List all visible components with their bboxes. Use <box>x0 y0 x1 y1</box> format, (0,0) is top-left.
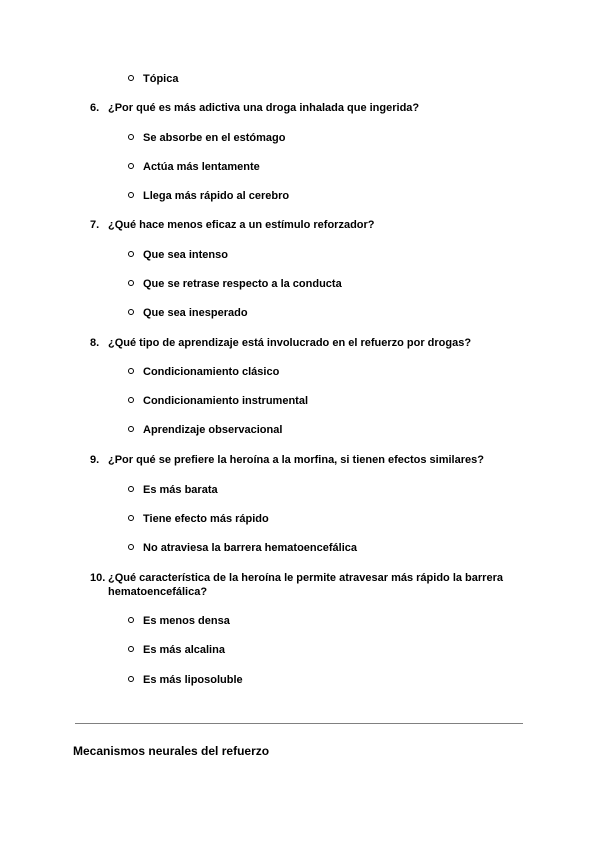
option-text: Tópica <box>143 73 179 85</box>
answer-option <box>128 614 230 628</box>
question-7 <box>90 218 530 232</box>
circle-bullet-icon <box>128 75 134 81</box>
question-9 <box>90 453 530 467</box>
answer-option <box>128 483 218 497</box>
answer-option <box>128 131 285 145</box>
circle-bullet-icon <box>128 251 134 257</box>
answer-option <box>128 512 269 526</box>
circle-bullet-icon <box>128 280 134 286</box>
answer-option <box>128 365 279 379</box>
circle-bullet-icon <box>128 397 134 403</box>
answer-option <box>128 643 225 657</box>
question-text: ¿Por qué se prefiere la heroína a la morfina, si tienen efectos similares? <box>108 454 484 466</box>
option-text: Condicionamiento clásico <box>143 366 280 378</box>
option-text: Aprendizaje observacional <box>143 424 283 436</box>
question-6 <box>90 101 530 115</box>
option-text: Es más barata <box>143 484 218 496</box>
question-number: 8. <box>90 337 100 349</box>
question-text: ¿Qué hace menos eficaz a un estímulo reforzador? <box>108 219 375 231</box>
answer-option <box>128 673 243 687</box>
answer-option <box>128 394 308 408</box>
option-text: Es más alcalina <box>143 644 225 656</box>
question-text: ¿Qué característica de la heroína le permite atravesar más rápido la barrera hematoencefálica? <box>108 572 503 598</box>
option-text: Condicionamiento instrumental <box>143 395 309 407</box>
answer-option <box>128 160 260 174</box>
answer-option <box>128 72 178 86</box>
option-text: Que se retrase respecto a la conducta <box>143 278 342 290</box>
option-text: Es más liposoluble <box>143 674 243 686</box>
section-divider <box>75 723 523 724</box>
circle-bullet-icon <box>128 676 134 682</box>
answer-option <box>128 189 289 203</box>
answer-option <box>128 541 357 555</box>
circle-bullet-icon <box>128 486 134 492</box>
circle-bullet-icon <box>128 192 134 198</box>
question-number: 9. <box>90 454 100 466</box>
option-text: Que sea intenso <box>143 249 228 261</box>
answer-option <box>128 248 228 262</box>
circle-bullet-icon <box>128 163 134 169</box>
option-text: Es menos densa <box>143 615 230 627</box>
circle-bullet-icon <box>128 368 134 374</box>
question-number: 6. <box>90 102 100 114</box>
option-text: Llega más rápido al cerebro <box>143 190 290 202</box>
question-number: 10. <box>90 572 106 584</box>
question-number: 7. <box>90 219 100 231</box>
question-text: ¿Qué tipo de aprendizaje está involucrado en el refuerzo por drogas? <box>108 337 472 349</box>
question-8 <box>90 336 530 350</box>
answer-option <box>128 277 342 291</box>
answer-option <box>128 423 282 437</box>
circle-bullet-icon <box>128 515 134 521</box>
question-10 <box>90 571 530 599</box>
question-text: ¿Por qué es más adictiva una droga inhalada que ingerida? <box>108 102 420 114</box>
circle-bullet-icon <box>128 646 134 652</box>
option-text: Tiene efecto más rápido <box>143 513 269 525</box>
option-text: Se absorbe en el estómago <box>143 132 286 144</box>
option-text: Actúa más lentamente <box>143 161 260 173</box>
circle-bullet-icon <box>128 134 134 140</box>
circle-bullet-icon <box>128 544 134 550</box>
circle-bullet-icon <box>128 309 134 315</box>
option-text: No atraviesa la barrera hematoencefálica <box>143 542 358 554</box>
answer-option <box>128 306 248 320</box>
section-heading: Mecanismos neurales del refuerzo <box>73 744 270 758</box>
option-text: Que sea inesperado <box>143 307 248 319</box>
circle-bullet-icon <box>128 426 134 432</box>
circle-bullet-icon <box>128 617 134 623</box>
